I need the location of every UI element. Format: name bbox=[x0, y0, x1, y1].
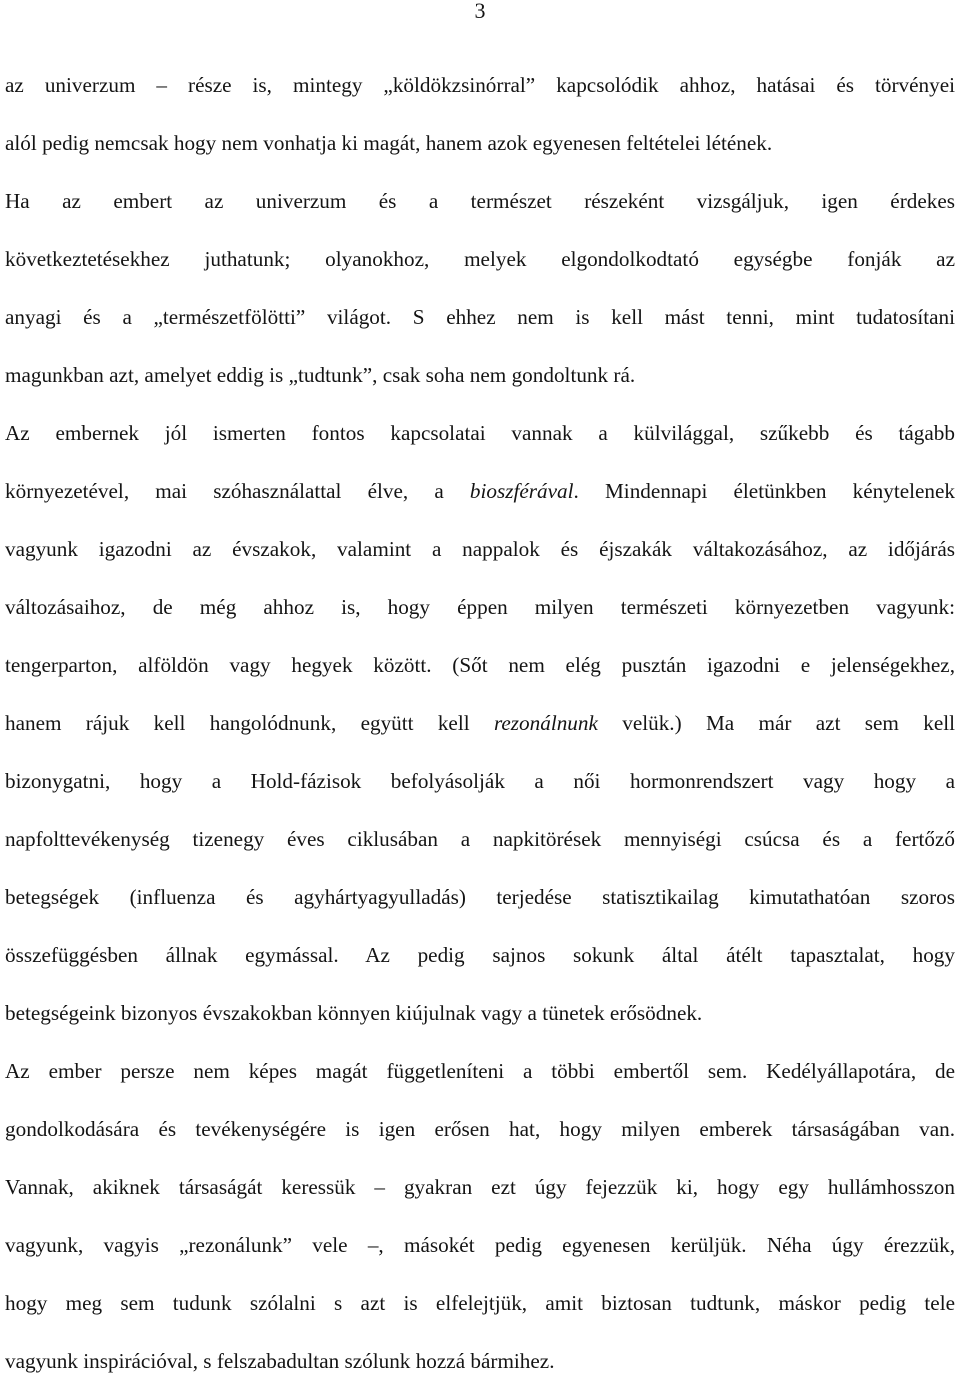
text-line bbox=[5, 172, 955, 230]
text-line bbox=[5, 288, 955, 346]
text-line bbox=[5, 56, 955, 114]
text-segment: változásaihoz, de még ahhoz is, hogy éppen milyen természeti környezetben vagyunk: bbox=[5, 595, 955, 619]
text-segment: vagyunk igazodni az évszakok, valamint a nappalok és éjszakák váltakozásához, az időjárás bbox=[5, 537, 955, 561]
document-body bbox=[5, 56, 955, 1390]
text-line bbox=[5, 694, 955, 752]
text-line bbox=[5, 868, 955, 926]
text-line bbox=[5, 752, 955, 810]
text-line bbox=[5, 346, 955, 404]
text-segment: hogy meg sem tudunk szólalni s azt is elfelejtjük, amit biztosan tudtunk, máskor pedig tele bbox=[5, 1291, 955, 1315]
text-segment: gondolkodására és tevékenységére is igen erősen hat, hogy milyen emberek társaságában van. bbox=[5, 1117, 955, 1141]
text-line bbox=[5, 1042, 955, 1100]
text-segment: Az ember persze nem képes magát függetleníteni a többi embertől sem. Kedélyállapotára, de bbox=[5, 1059, 955, 1083]
text-segment: betegségek (influenza és agyhártyagyulladás) terjedése statisztikailag kimutathatóan szoros bbox=[5, 885, 955, 909]
page-number-text: 3 bbox=[474, 0, 486, 23]
text-line bbox=[5, 1216, 955, 1274]
text-segment: következtetésekhez juthatunk; olyanokhoz, melyek elgondolkodtató egységbe fonják az bbox=[5, 247, 955, 271]
text-segment: velük.) Ma már azt sem kell bbox=[597, 711, 955, 735]
text-segment: . Mindennapi életünkben kénytelenek bbox=[573, 479, 955, 503]
text-segment: Vannak, akiknek társaságát keressük – gyakran ezt úgy fejezzük ki, hogy egy hullámhosszon bbox=[5, 1175, 955, 1199]
text-line bbox=[5, 114, 955, 172]
text-segment: Az embernek jól ismerten fontos kapcsolatai vannak a külvilággal, szűkebb és tágabb bbox=[5, 421, 955, 445]
text-segment: vagyunk, vagyis „rezonálunk” vele –, másokét pedig egyenesen kerüljük. Néha úgy érezzük, bbox=[5, 1233, 955, 1257]
text-line bbox=[5, 520, 955, 578]
text-segment: vagyunk inspirációval, s felszabadultan szólunk hozzá bármihez. bbox=[5, 1349, 555, 1373]
text-line bbox=[5, 636, 955, 694]
text-segment: tengerparton, alföldön vagy hegyek között. (Sőt nem elég pusztán igazodni e jelenségekhez, bbox=[5, 653, 955, 677]
text-segment: betegségeink bizonyos évszakokban könnyen kiújulnak vagy a tünetek erősödnek. bbox=[5, 1001, 703, 1025]
text-segment: alól pedig nemcsak hogy nem vonhatja ki magát, hanem azok egyenesen feltételei létének. bbox=[5, 131, 773, 155]
italic-term: bioszférával bbox=[469, 479, 574, 503]
text-segment: az univerzum – része is, mintegy „köldökzsinórral” kapcsolódik ahhoz, hatásai és törvényei bbox=[5, 73, 955, 97]
text-line bbox=[5, 1158, 955, 1216]
text-line bbox=[5, 1274, 955, 1332]
text-segment: bizonygatni, hogy a Hold-fázisok befolyásolják a női hormonrendszert vagy hogy a bbox=[5, 769, 955, 793]
text-segment: hanem rájuk kell hangolódnunk, együtt kell bbox=[5, 711, 494, 735]
text-line bbox=[5, 1100, 955, 1158]
page-number bbox=[0, 0, 960, 22]
text-line bbox=[5, 810, 955, 868]
italic-term: rezonálnunk bbox=[493, 711, 598, 735]
text-line bbox=[5, 984, 955, 1042]
text-segment: környezetével, mai szóhasználattal élve, a bbox=[5, 479, 470, 503]
text-line bbox=[5, 1332, 955, 1390]
text-segment: napfolttevékenység tizenegy éves ciklusában a napkitörések mennyiségi csúcsa és a fertőző bbox=[5, 827, 955, 851]
text-segment: magunkban azt, amelyet eddig is „tudtunk”, csak soha nem gondoltunk rá. bbox=[5, 363, 636, 387]
text-segment: összefüggésben állnak egymással. Az pedig sajnos sokunk által átélt tapasztalat, hogy bbox=[5, 943, 955, 967]
text-segment: anyagi és a „természetfölötti” világot. S ehhez nem is kell mást tenni, mint tudatosítani bbox=[5, 305, 955, 329]
text-segment: Ha az embert az univerzum és a természet részeként vizsgáljuk, igen érdekes bbox=[5, 189, 955, 213]
text-line bbox=[5, 926, 955, 984]
text-line bbox=[5, 578, 955, 636]
text-line bbox=[5, 230, 955, 288]
text-line bbox=[5, 404, 955, 462]
text-line bbox=[5, 462, 955, 520]
